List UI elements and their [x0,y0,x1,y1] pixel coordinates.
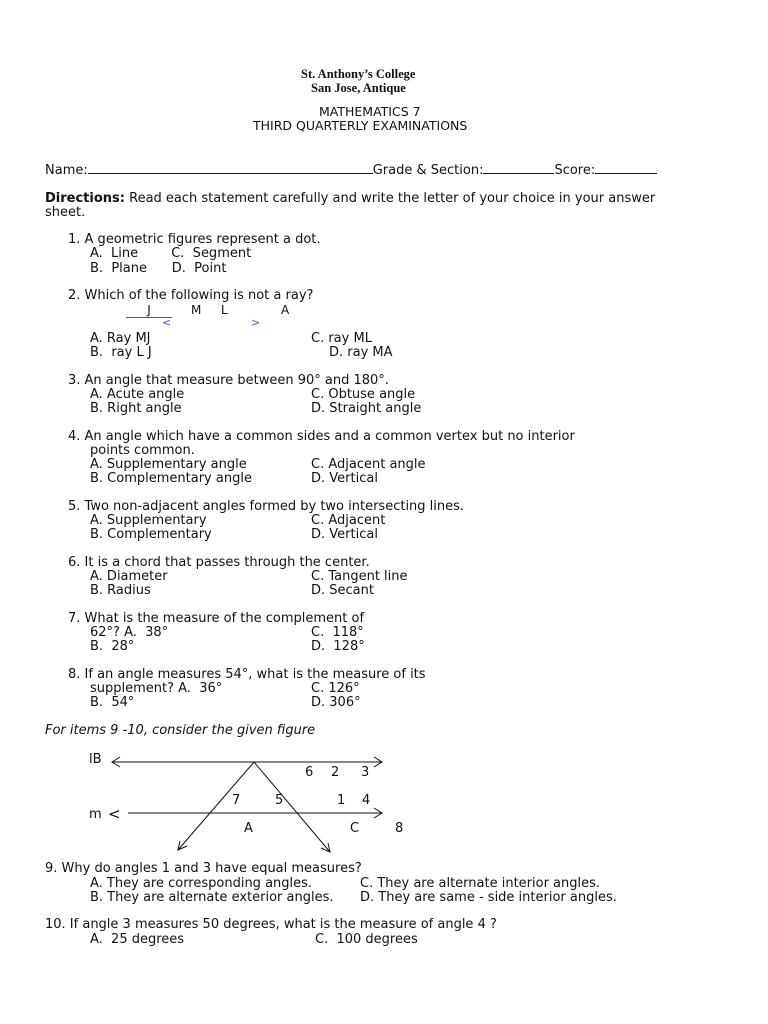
transversal-left [178,762,254,850]
q8-option-b: B. 54° [90,695,135,710]
exam-title: THIRD QUARTERLY EXAMINATIONS [253,118,468,133]
fig-label-b: lB [89,752,102,767]
q7-option-c: C. 118° [311,625,364,640]
fig-angle-1: 1 [337,793,346,808]
q6-option-b: B. Radius [90,583,151,598]
q7-option-b: B. 28° [90,639,135,654]
q4-option-b: B. Complementary angle [90,471,252,486]
fig-angle-7: 7 [232,793,241,808]
subject-title: MATHEMATICS 7 [319,104,421,119]
q6-option-a: A. Diameter [90,569,168,584]
q5-option-c: C. Adjacent [311,513,386,528]
fig-label-a: A [244,821,253,836]
directions-label: Directions: [45,191,125,206]
q2-fig-m: M [191,303,202,317]
q3-stem: 3. An angle that measure between 90° and 180°. [68,373,389,388]
q3-option-c: C. Obtuse angle [311,387,416,402]
q3-option-b: B. Right angle [90,401,182,416]
q8-option-d: D. 306° [311,695,361,710]
fig-angle-6: 6 [305,765,314,780]
fig-label-8: 8 [395,821,404,836]
figure-note: For items 9 -10, consider the given figure [45,723,316,738]
q9-option-a: A. They are corresponding angles. [90,876,313,891]
fig-angle-5: 5 [275,793,284,808]
q8-stem-option-a: supplement? A. 36° [90,681,223,696]
q5-stem: 5. Two non-adjacent angles formed by two intersecting lines. [68,499,465,514]
q2-fig-left-arrow: < [162,316,172,329]
school-name: St. Anthony’s College [301,67,416,81]
q1-stem: 1. A geometric figures represent a dot. [68,232,321,247]
q2-fig-j: J [126,303,172,318]
q2-option-d: D. ray MA [329,345,393,360]
q9-option-c: C. They are alternate interior angles. [360,876,601,891]
name-label: Name: [45,163,88,178]
fig-angle-4: 4 [362,793,371,808]
fig-label-c: C [350,821,360,836]
q7-option-d: D. 128° [311,639,365,654]
grade-label: Grade & Section: [372,163,484,178]
score-label: Score: [554,163,596,178]
q2-fig-a: A [281,303,290,317]
q4-option-c: C. Adjacent angle [311,457,426,472]
q10-option-a: A. 25 degrees [90,932,185,947]
fig-arrow-m: < [108,805,121,823]
q5-option-b: B. Complementary [90,527,212,542]
q9-option-b: B. They are alternate exterior angles. [90,890,334,905]
directions-text-cont: sheet. [45,205,86,220]
q6-option-c: C. Tangent line [311,569,408,584]
school-location: San Jose, Antique [311,81,406,95]
q2-fig-l: L [221,303,228,317]
transversal-right [254,762,330,852]
q10-option-c: C. 100 degrees [315,932,418,947]
q6-option-d: D. Secant [311,583,374,598]
q9-stem: 9. Why do angles 1 and 3 have equal measures? [45,861,362,876]
q5-option-d: D. Vertical [311,527,378,542]
q3-option-d: D. Straight angle [311,401,422,416]
q4-option-d: D. Vertical [311,471,378,486]
q1-options-ac: A. Line C. Segment [90,246,252,261]
q2-option-c: C. ray ML [311,331,372,346]
fig-angle-3: 3 [361,765,370,780]
q5-option-a: A. Supplementary [90,513,207,528]
fig-angle-2: 2 [331,765,340,780]
q2-stem: 2. Which of the following is not a ray? [68,288,314,303]
q7-stem: 7. What is the measure of the complement of [68,611,365,626]
q2-option-a: A. Ray MJ [90,331,151,346]
q4-stem-cont: points common. [90,443,195,458]
q8-option-c: C. 126° [311,681,360,696]
directions-text: Read each statement carefully and write the letter of your choice in your answer [129,191,656,206]
q4-stem: 4. An angle which have a common sides and a common vertex but no interior [68,429,575,444]
q3-option-a: A. Acute angle [90,387,185,402]
q2-fig-right-arrow: > [251,316,261,329]
q10-stem: 10. If angle 3 measures 50 degrees, what is the measure of angle 4 ? [45,917,497,932]
q4-option-a: A. Supplementary angle [90,457,247,472]
q6-stem: 6. It is a chord that passes through the center. [68,555,370,570]
q2-option-b: B. ray L J [90,345,152,360]
q1-options-bd: B. Plane D. Point [90,261,227,276]
q8-stem: 8. If an angle measures 54°, what is the measure of its [68,667,426,682]
q9-option-d: D. They are same - side interior angles. [360,890,617,905]
fig-label-m: m [89,807,102,822]
q7-stem-option-a: 62°? A. 38° [90,625,169,640]
